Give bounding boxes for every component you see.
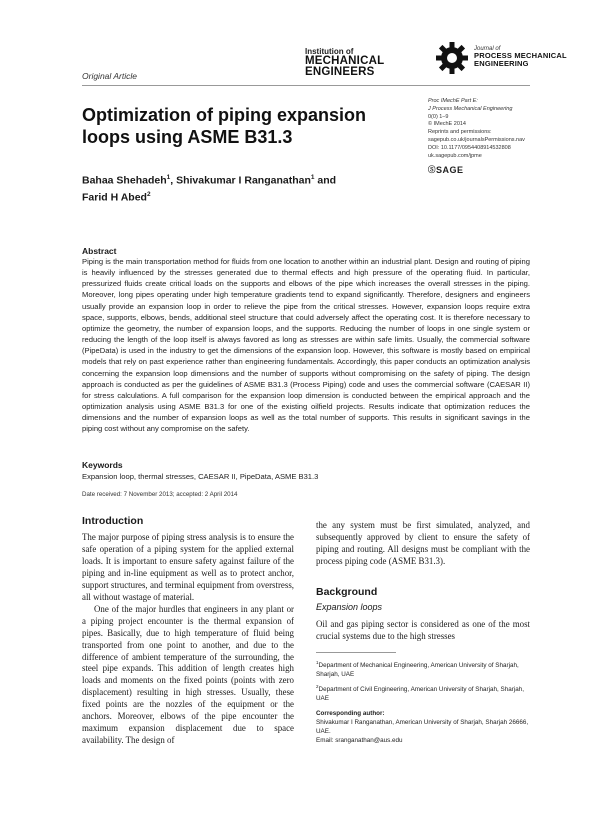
footnote-1 — [316, 658, 530, 679]
abstract-heading: Abstract — [82, 246, 117, 256]
meta-journal-link[interactable]: uk.sagepub.com/jpme — [428, 152, 482, 159]
publisher-logo-line1: Institution of — [305, 46, 354, 56]
author-1: Bahaa Shehadeh — [82, 174, 167, 187]
meta-reprints: Reprints and permissions: — [428, 129, 492, 136]
meta-copyright: © IMechE 2014 — [428, 121, 466, 128]
corresponding-author-email[interactable]: Email: sranganathan@aus.edu — [316, 737, 403, 745]
introduction-heading: Introduction — [82, 515, 144, 527]
sage-symbol: Ⓢ — [428, 165, 436, 174]
publisher-logo-line3: ENGINEERS — [305, 66, 375, 78]
header-divider — [82, 85, 530, 86]
meta-volume: 0(0) 1–9 — [428, 113, 449, 120]
journal-logo-line1: Journal of — [474, 46, 501, 52]
article-title: Optimization of piping expansion loops using ASME B31.3 — [82, 105, 366, 147]
article-type: Original Article — [82, 71, 137, 81]
meta-journal-part: Proc IMechE Part E: — [428, 98, 478, 104]
introduction-paragraph-1: The major purpose of piping stress analysis is to ensure the safe operation of a piping system for the applied external loads. It is important to ensure safety against failure of the piping and in-line equipment as well as to protect anchor, support structures, and terminal equipment from overstress, all without wastage of material. — [82, 532, 294, 602]
publisher-logo-line2: MECHANICAL — [305, 54, 385, 67]
footnote-divider — [316, 652, 396, 653]
meta-journal-name: J Process Mechanical Engineering — [428, 105, 513, 112]
abstract-text: Piping is the main transportation method for fluids from one location to another within an industrial plant. Design and routing of piping is heavily influenced by the stresses generated due to thermal effects and high pressure of the operating fluid. In particular, pressurized fluids create critical loads on the supports and elbows of the pipe which increases the overall stresses in the piping. Moreover, long pipes operating under high temperature gradients tend to expand significantly. Therefore, designers and engineers usually provide an expansion loop in order to relieve the pipe from the critical stresses. However, expansion loops require extra space, supports, elbows, bends, additional steel structure that could adversely affect the operating cost. It is therefore necessary to optimize the geometry, the number of expansion loops, and the supports. Reducing the number of loops in one single system or reducing the length of the loop itself is always favored as long as stresses are within safe limits. Usually, the commercial software (PipeData) is used in the industry to get the dimensions of the expansion loop. However, this software is mostly based on empirical models that rely on past experience rather than engineering fundamentals. Accordingly, this paper conducts an optimization analysis concerning the expansion loop dimensions and the number of supports without compromising on the safety of piping. The design approach is conducted as per the guidelines of ASME B31.3 (Process Piping) code and uses the commercial software (CAESAR II) for stress calculations. A full comparison for the expansion loop dimension is conducted between the empirical approach and the optimization analysis using ASME B31.3 for one of the existing oilfield projects. Results indicate that optimization reduces the dimensions and the number of expansion loops as well as the total number of supports. This results in significant savings in the piping cost without any compromise on the safety. — [82, 257, 530, 434]
footnotes — [316, 658, 530, 745]
author-3: Farid H Abed — [82, 191, 147, 203]
author-conjunction: and — [314, 174, 337, 187]
introduction-continued: the any system must be first simulated, analyzed, and subsequently approved by client to ensure the safety of piping and routing. All designs must be compliant with the process piping code (ASME B31.3). — [316, 520, 530, 566]
footnote-2 — [316, 682, 530, 703]
keywords-text: Expansion loop, thermal stresses, CAESAR II, PipeData, ASME B31.3 — [82, 472, 319, 481]
corresponding-author-text: Shivakumar I Ranganathan, American University of Sharjah, Sharjah 26666, UAE. — [316, 719, 529, 736]
article-metadata — [428, 98, 558, 160]
author-1-affiliation: 1 — [166, 174, 171, 181]
sage-text: SAGE — [436, 165, 464, 175]
author-3-affiliation: 2 — [146, 190, 151, 198]
journal-logo — [474, 46, 567, 68]
meta-permissions-link[interactable]: sagepub.co.uk/journalsPermissions.nav — [428, 136, 525, 143]
publisher-logo — [305, 44, 423, 82]
keywords-heading: Keywords — [82, 460, 123, 470]
background-heading: Background — [316, 586, 378, 598]
author-2: Shivakumar I Ranganathan — [176, 174, 311, 187]
expansion-loops-subheading: Expansion loops — [316, 602, 383, 612]
corresponding-author-heading: Corresponding author: — [316, 710, 385, 718]
footnote-2-text: Department of Civil Engineering, American University of Sharjah, Sharjah, UAE — [316, 686, 524, 703]
introduction-body — [82, 532, 294, 747]
footnote-1-marker: 1 — [316, 660, 319, 665]
sage-logo — [428, 164, 464, 175]
author-2-affiliation: 1 — [310, 174, 315, 181]
background-body: Oil and gas piping sector is considered as one of the most crucial systems due to the high stresses — [316, 619, 530, 641]
meta-doi[interactable]: DOI: 10.1177/0954408914532808 — [428, 144, 511, 151]
journal-logo-line3: ENGINEERING — [474, 59, 529, 69]
journal-logo-line2: PROCESS MECHANICAL — [474, 51, 567, 61]
article-dates: Date received: 7 November 2013; accepted: 2 April 2014 — [82, 491, 238, 498]
gear-icon — [434, 40, 470, 76]
footnote-1-text: Department of Mechanical Engineering, American University of Sharjah, Sharjah, UAE — [316, 662, 519, 679]
introduction-paragraph-2: One of the major hurdles that engineers in any plant or a piping project encounter is the thermal expansion of pipes. Basically, due to high temperature of fluid being transported from one point to another, and due to the difference of ambient temperature of the surrounding, the steel pipe expands. This addition of length creates high loads and moments on the fixed points (points with zero displacement) resulting in high stresses. Usually, these fixed points are the nozzles of the equipment or the anchors. Moreover, elbows of the pipe encounter the maximum expansion displacement due to space availability. The design of — [82, 603, 294, 746]
author-list: Bahaa Shehadeh$^1$, Shivakumar I Ranganathan$^1$ and Farid H Abed$^2$ — [82, 174, 337, 203]
footnote-2-marker: 2 — [316, 684, 319, 690]
